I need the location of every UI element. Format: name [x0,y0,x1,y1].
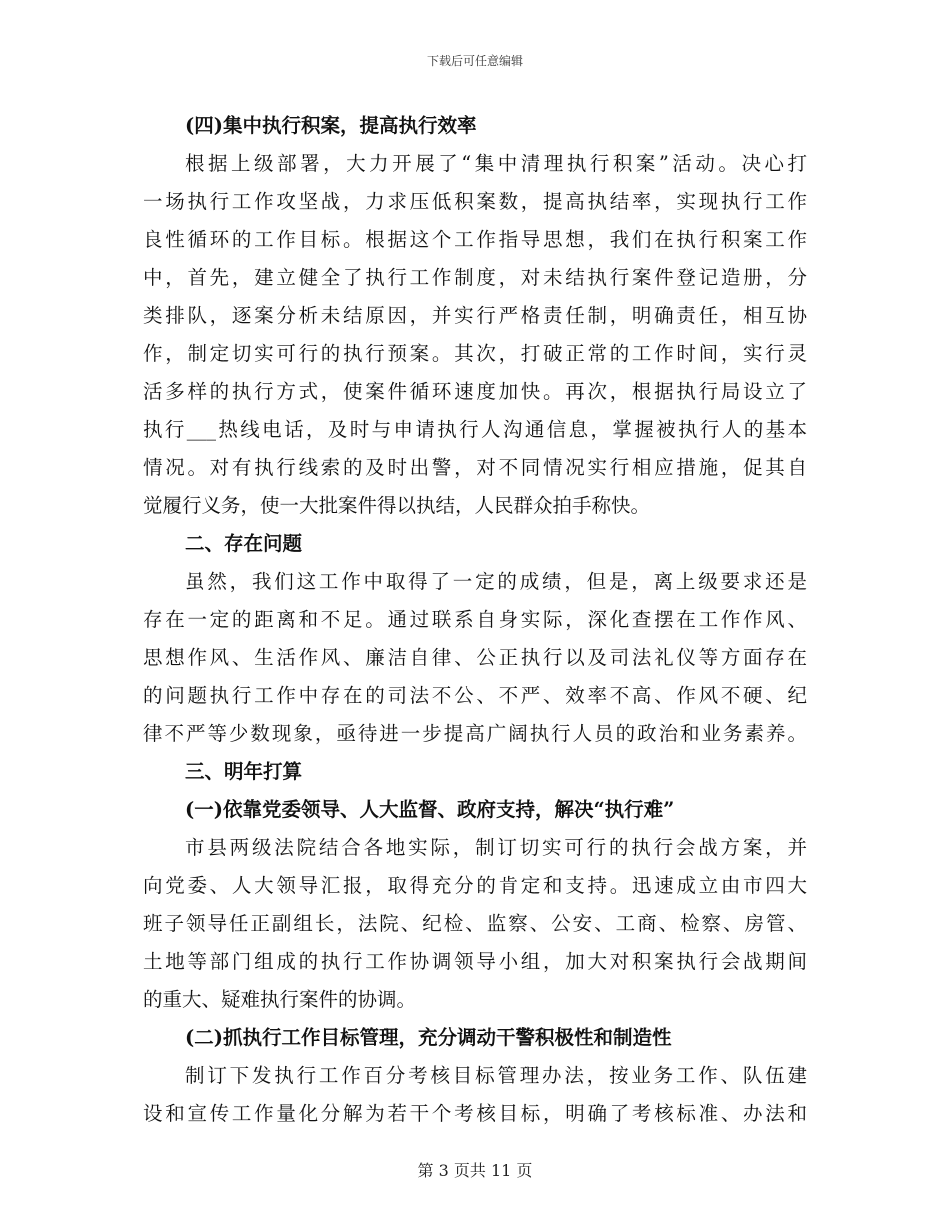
paragraph-line: 存在一定的距离和不足。通过联系自身实际，深化查摆在工作作风、 [143,608,807,631]
paragraph-line: 虽然，我们这工作中取得了一定的成绩，但是，离上级要求还是 [185,570,807,593]
paragraph-line: 土地等部门组成的执行工作协调领导小组，加大对积案执行会战期间 [143,950,807,973]
paragraph-line: 情况。对有执行线索的及时出警，对不同情况实行相应措施，促其自 [143,456,807,479]
page-header: 下载后可任意编辑 [426,54,523,68]
paragraph-line: 市县两级法院结合各地实际，制订切实可行的执行会战方案，并 [185,836,807,859]
paragraph-line: 的问题执行工作中存在的司法不公、不严、效率不高、作风不硬、纪 [143,684,807,707]
paragraph-line: 制订下发执行工作百分考核目标管理办法，按业务工作、队伍建 [185,1064,807,1087]
paragraph-line: 的重大、疑难执行案件的协调。 [143,988,417,1011]
heading-existing-problems: 二、存在问题 [185,532,303,555]
heading-subsection-2: (二)抓执行工作目标管理，充分调动干警积极性和制造性 [185,1026,672,1049]
paragraph-line: 觉履行义务，使一大批案件得以执结，人民群众拍手称快。 [143,494,651,517]
paragraph-line: 向党委、人大领导汇报，取得充分的肯定和支持。迅速成立由市四大 [143,874,807,897]
paragraph-line: 作，制定切实可行的执行预案。其次，打破正常的工作时间，实行灵 [143,342,807,365]
paragraph-line: 律不严等少数现象，亟待进一步提高广阔执行人员的政治和业务素养。 [143,722,807,745]
page-footer: 第 3 页共 11 页 [417,1161,533,1180]
heading-subsection-1: (一)依靠党委领导、人大监督、政府支持，解决“执行难” [185,798,675,821]
paragraph-line: 班子领导任正副组长，法院、纪检、监察、公安、工商、检察、房管、 [143,912,807,935]
paragraph-line: 执行___热线电话，及时与申请执行人沟通信息，掌握被执行人的基本 [143,418,807,441]
paragraph-line: 一场执行工作攻坚战，力求压低积案数，提高执结率，实现执行工作 [143,190,807,213]
paragraph-line: 类排队，逐案分析未结原因，并实行严格责任制，明确责任，相互协 [143,304,807,327]
paragraph-line: 活多样的执行方式，使案件循环速度加快。再次，根据执行局设立了 [143,380,807,403]
heading-next-year-plan: 三、明年打算 [185,760,303,783]
paragraph-line: 中，首先，建立健全了执行工作制度，对未结执行案件登记造册，分 [143,266,807,289]
document-body [143,107,807,1133]
paragraph-line: 设和宣传工作量化分解为若干个考核目标，明确了考核标准、办法和 [143,1102,807,1125]
paragraph-line: 良性循环的工作目标。根据这个工作指导思想，我们在执行积案工作 [143,228,807,251]
paragraph-line: 根据上级部署，大力开展了“集中清理执行积案”活动。决心打 [185,152,807,175]
heading-section-4: (四)集中执行积案，提高执行效率 [185,114,477,137]
paragraph-line: 思想作风、生活作风、廉洁自律、公正执行以及司法礼仪等方面存在 [143,646,807,669]
